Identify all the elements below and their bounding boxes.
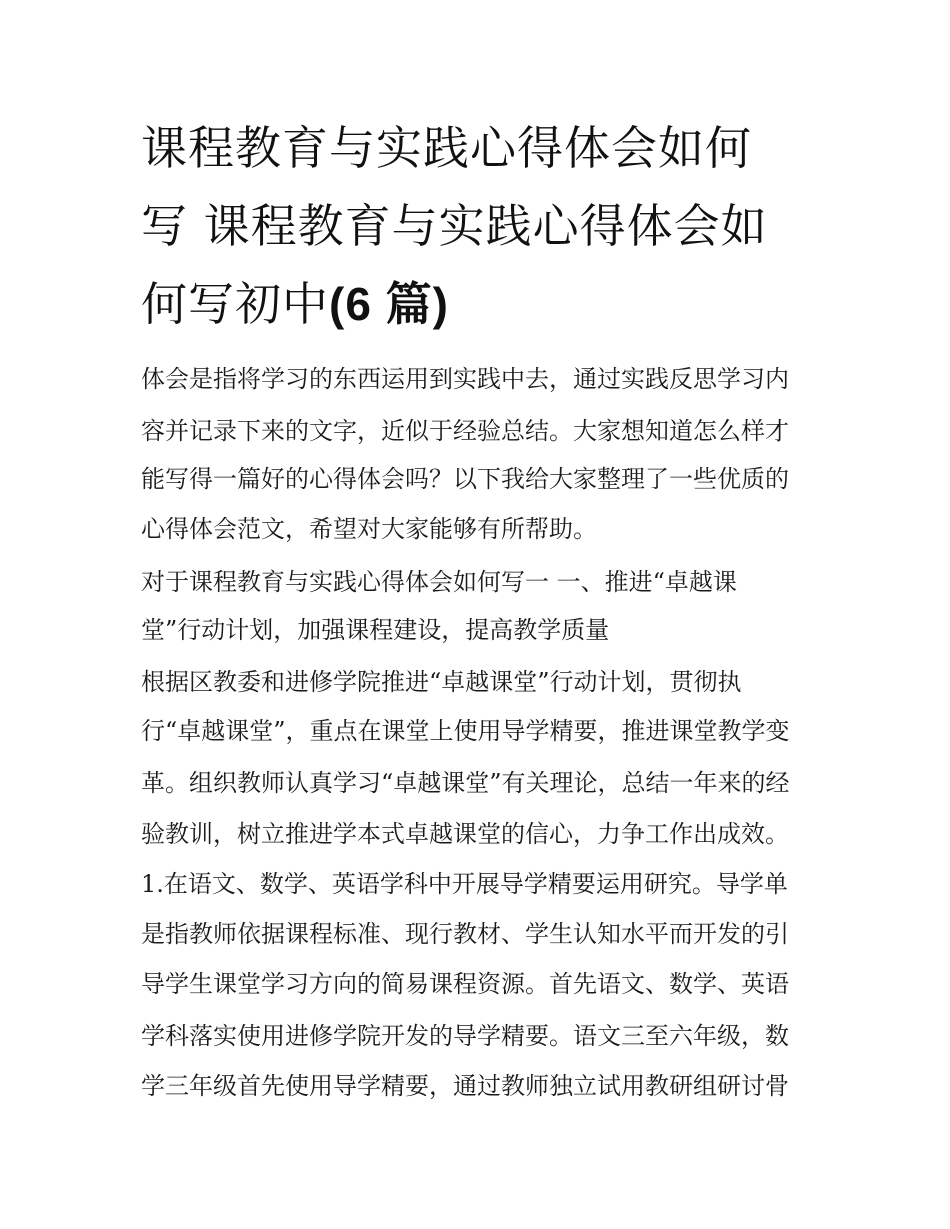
- document-title-line-3: [141, 274, 449, 334]
- document-title-line-3-text: 何写初中: [141, 277, 329, 331]
- body-line-3: 能写得一篇好的心得体会吗？以下我给大家整理了一些优质的: [141, 465, 789, 493]
- body-line-9: 革。组织教师认真学习“卓越课堂”有关理论，总结一年来的经: [141, 769, 790, 797]
- body-line-8: 行“卓越课堂”，重点在课堂上使用导学精要，推进课堂教学变: [141, 717, 790, 745]
- body-line-10: 验教训，树立推进学本式卓越课堂的信心，力争工作出成效。: [141, 820, 789, 848]
- document-title-line-1: 课程教育与实践心得体会如何: [141, 121, 752, 175]
- document-title-count: (6 篇): [329, 278, 449, 330]
- body-line-13: 导学生课堂学习方向的简易课程资源。首先语文、数学、英语: [141, 970, 789, 998]
- body-line-1: 体会是指将学习的东西运用到实践中去，通过实践反思学习内: [141, 365, 789, 393]
- body-line-11: 1.在语文、数学、英语学科中开展导学精要运用研究。导学单: [141, 870, 788, 898]
- body-line-15: 学三年级首先使用导学精要，通过教师独立试用教研组研讨骨: [141, 1072, 789, 1100]
- body-line-14: 学科落实使用进修学院开发的导学精要。语文三至六年级，数: [141, 1022, 789, 1050]
- body-line-6: 堂”行动计划，加强课程建设，提高教学质量: [141, 616, 610, 644]
- body-line-5: 对于课程教育与实践心得体会如何写一 一、推进“卓越课: [141, 568, 737, 596]
- body-line-7: 根据区教委和进修学院推进“卓越课堂”行动计划，贯彻执: [141, 668, 742, 696]
- document-title-line-2: 写 课程教育与实践心得体会如: [141, 199, 768, 253]
- body-line-2: 容并记录下来的文字，近似于经验总结。大家想知道怎么样才: [141, 417, 789, 445]
- body-line-4: 心得体会范文，希望对大家能够有所帮助。: [141, 515, 597, 543]
- body-line-12: 是指教师依据课程标准、现行教材、学生认知水平而开发的引: [141, 920, 789, 948]
